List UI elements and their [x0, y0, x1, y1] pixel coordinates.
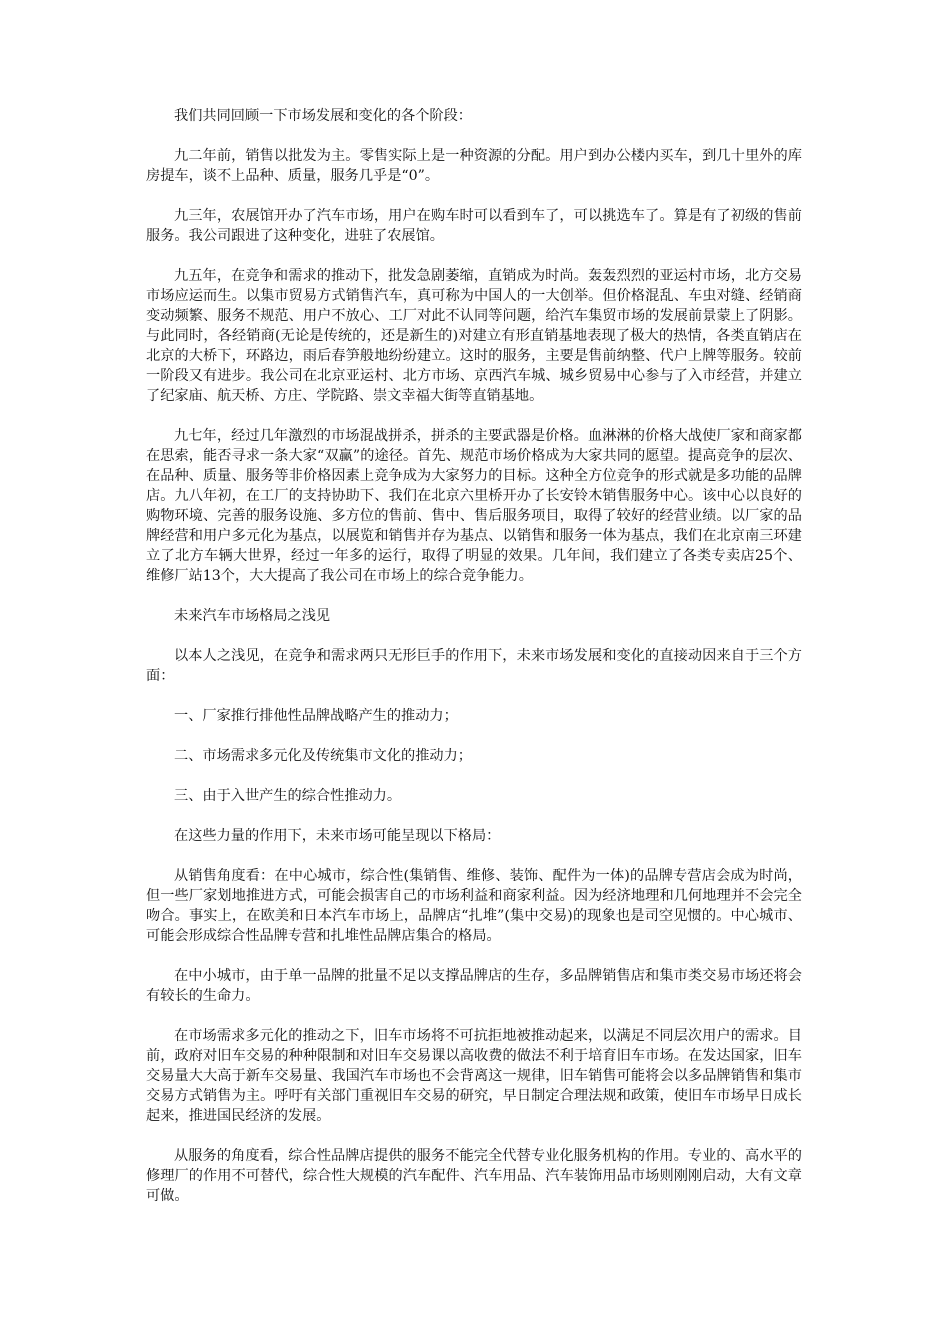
paragraph-small-cities: 在中小城市，由于单一品牌的批量不足以支撑品牌店的生存，多品牌销售店和集市类交易市场还将会有较长的生命力。	[146, 968, 802, 1004]
document-body	[146, 106, 802, 1226]
paragraph-patterns-intro: 在这些力量的作用下，未来市场可能呈现以下格局：	[174, 828, 501, 844]
paragraph-1993: 九三年，农展馆开办了汽车市场，用户在购车时可以看到车了，可以挑选车了。算是有了初级的售前服务。我公司跟进了这种变化，进驻了农展馆。	[146, 208, 802, 244]
paragraph-used-car-market: 在市场需求多元化的推动之下，旧车市场将不可抗拒地被推动起来，以满足不同层次用户的需求。目前，政府对旧车交易的种种限制和对旧车交易课以高收费的做法不利于培育旧车市场。在发达国家，旧车交易量大大高于新车交易量、我国汽车市场也不会背离这一规律，旧车销售可能将会以多品牌销售和集市交易方式销售为主。呼吁有关部门重视旧车交易的研究，早日制定合理法规和政策，使旧车市场早日成长起来，推进国民经济的发展。	[146, 1028, 802, 1124]
paragraph-1995: 九五年，在竞争和需求的推动下，批发急剧萎缩，直销成为时尚。轰轰烈烈的亚运村市场，北方交易市场应运而生。以集市贸易方式销售汽车，真可称为中国人的一大创举。但价格混乱、车虫对缝、经销商变动频繁、服务不规范、用户不放心、工厂对此不认同等问题，给汽车集贸市场的发展前景蒙上了阴影。与此同时，各经销商(无论是传统的，还是新生的)对建立有形直销基地表现了极大的热情，各类直销店在北京的大桥下，环路边，雨后春笋般地纷纷建立。这时的服务，主要是售前纳整、代户上牌等服务。较前一阶段又有进步。我公司在北京亚运村、北方市场、京西汽车城、城乡贸易中心参与了入市经营，并建立了纪家庙、航天桥、方庄、学院路、崇文幸福大街等直销基地。	[146, 268, 802, 404]
paragraph-driving-forces-intro: 以本人之浅见，在竞争和需求两只无形巨手的作用下，未来市场发展和变化的直接动因来自于三个方面：	[146, 648, 802, 684]
paragraph-1997: 九七年，经过几年激烈的市场混战拼杀，拼杀的主要武器是价格。血淋淋的价格大战使厂家和商家都在思索，能否寻求一条大家“双赢”的途径。首先、规范市场价格成为大家共同的愿望。提高竞争的层次、在品种、质量、服务等非价格因素上竞争成为大家努力的目标。这种全方位竞争的形式就是多功能的品牌店。九八年初，在工厂的支持协助下、我们在北京六里桥开办了长安铃木销售服务中心。该中心以良好的购物环境、完善的服务设施、多方位的售前、售中、售后服务项目，取得了较好的经营业绩。以厂家的品牌经营和用户多元化为基点，以展览和销售并存为基点、以销售和服务一体为基点，我们在北京南三环建立了北方车辆大世界，经过一年多的运行，取得了明显的效果。几年间，我们建立了各类专卖店25个、维修厂站13个，大大提高了我公司在市场上的综合竞争能力。	[146, 428, 802, 584]
paragraph-stages-intro: 我们共同回顾一下市场发展和变化的各个阶段：	[174, 108, 472, 124]
list-item-force-2: 二、市场需求多元化及传统集市文化的推动力；	[174, 748, 472, 764]
paragraph-1992: 九二年前，销售以批发为主。零售实际上是一种资源的分配。用户到办公楼内买车，到几十里外的库房提车，谈不上品种、质量，服务几乎是“0”。	[146, 148, 802, 184]
paragraph-sales-perspective: 从销售角度看：在中心城市，综合性(集销售、维修、装饰、配件为一体)的品牌专营店会成为时尚，但一些厂家划地推进方式，可能会损害自己的市场利益和商家利益。因为经济地理和几何地理并不会完全吻合。事实上，在欧美和日本汽车市场上，品牌店“扎堆”(集中交易)的现象也是司空见惯的。中心城市、可能会形成综合性品牌专营和扎堆性品牌店集合的格局。	[146, 868, 802, 944]
section-heading-future-market: 未来汽车市场格局之浅见	[174, 608, 331, 624]
list-item-force-3: 三、由于入世产生的综合性推动力。	[174, 788, 402, 804]
paragraph-service-perspective: 从服务的角度看，综合性品牌店提供的服务不能完全代替专业化服务机构的作用。专业的、高水平的修理厂的作用不可替代，综合性大规模的汽车配件、汽车用品、汽车装饰用品市场则刚刚启动，大有文章可做。	[146, 1148, 802, 1204]
list-item-force-1: 一、厂家推行排他性品牌战略产生的推动力；	[174, 708, 458, 724]
